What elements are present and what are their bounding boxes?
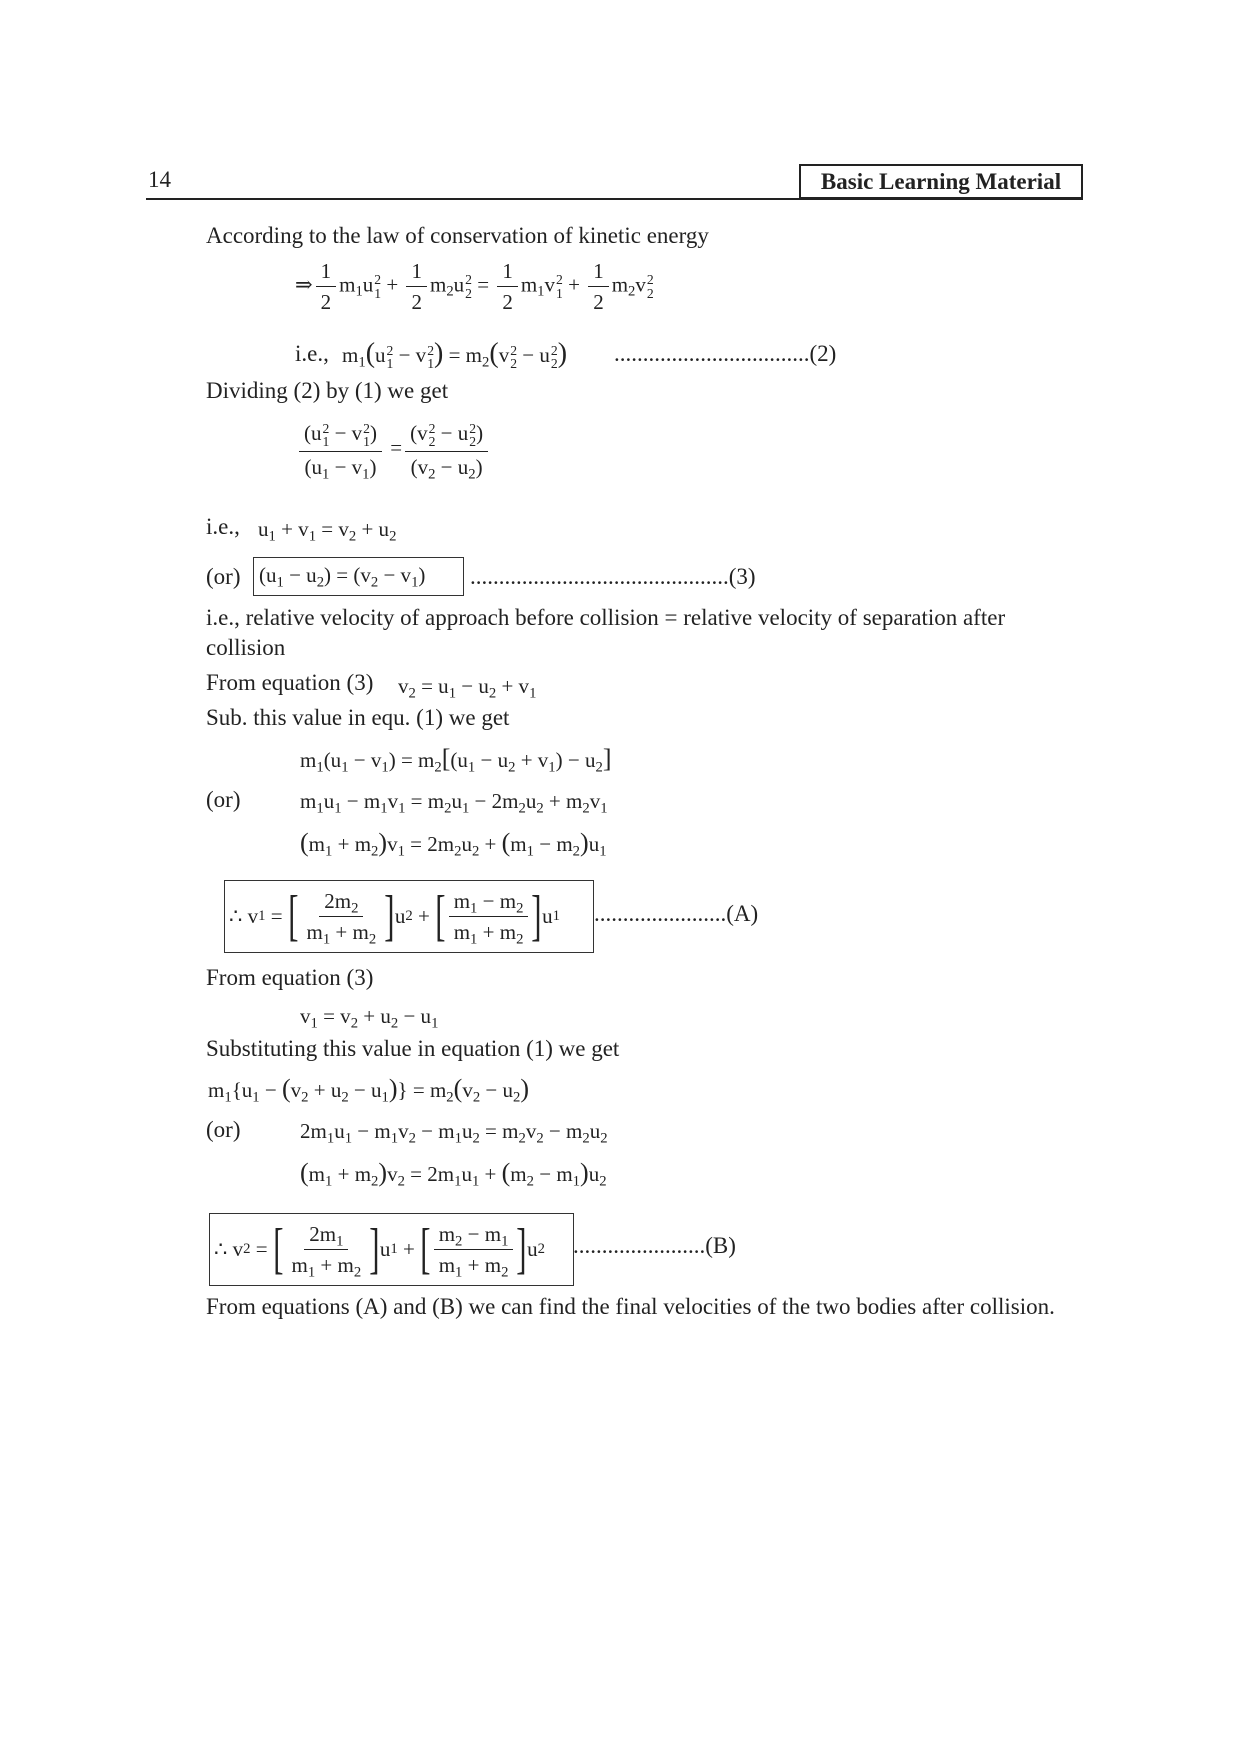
equation-2: $m_1(u$ 2 1 − v 2 1 ) = $m_2(v$ 2 2 − u 2 2 )	[342, 338, 568, 372]
derivation-v2-line3: $(m_1 + m_2)v_2 = 2m_1u_1 + (m_2 - m_1)u_2$	[300, 1158, 607, 1190]
header-rule	[146, 198, 1083, 200]
v2-expression: $v_2 = u_1 - u_2 + v_1$	[398, 674, 537, 702]
intro-text: According to the law of conservation of kinetic energy	[206, 223, 709, 248]
derivation-v2-line2: $2m_1u_1 - m_1v_2 - m_1u_2 = m_2v_2 - m_2u_2$	[300, 1119, 608, 1147]
or-label-1: (or)	[206, 564, 241, 589]
derivation-v1-line2: $m_1u_1 - m_1v_1 = m_2u_1 - 2m_2u_2 + m_2v_1$	[300, 789, 608, 817]
v1-expression: $v_1 = v_2 + u_2 - u_1$	[300, 1004, 439, 1032]
sub-value-text: Sub. this value in equ. (1) we get	[206, 705, 510, 730]
header-title: Basic Learning Material	[820, 169, 1062, 194]
from-eq3-b: From equation (3)	[206, 965, 374, 990]
eq2-number: ..................................(2)	[614, 341, 837, 366]
derivation-v1-line3: $(m_1 + m_2)v_1 = 2m_2u_2 + (m_1 - m_2)u_1$	[300, 828, 607, 860]
equation-3: $(u_1 - u_2) = (v_2 - v_1)$	[259, 563, 426, 591]
relative-velocity-text: i.e., relative velocity of approach before collision = relative velocity of separation after	[206, 605, 1006, 630]
ke-equation: ⇒ $\frac{1}{2}$ $m_1u$ 2 1 + $\frac{1}{2}$ $m_2u$ 2 2 = $\frac{1}{2}$ $m_1v$ 2 1 + $\frac{1}{2}$ $m_2v$ 2 2	[295, 259, 654, 314]
or-label-2: (or)	[206, 787, 241, 812]
conclusion-text: From equations (A) and (B) we can find the final velocities of the two bodies after collision.	[206, 1294, 1055, 1319]
ie-label-2: i.e.,	[206, 514, 240, 539]
equation-A: ∴ v 1 = [ $\frac{2m_2}{m_1 + m_2}$ ] u 2 + [ $\frac{m_1 - m_2}{m_1 + m_2}$ ] u 1	[229, 885, 560, 947]
derivation-v2-line1: $m_1\{u_1 - (v_2 + u_2 - u_1)\} = m_2(v_2 - u_2)$	[208, 1074, 530, 1106]
substituting-text: Substituting this value in equation (1) we get	[206, 1036, 620, 1061]
or-label-3: (or)	[206, 1117, 241, 1142]
equation-B: ∴ v 2 = [ $\frac{2m_1}{m_1 + m_2}$ ] u 1 + [ $\frac{m_2 - m_1}{m_1 + m_2}$ ] u 2	[214, 1218, 545, 1280]
eq3-number: .............................................(3)	[470, 564, 756, 589]
page-number: 14	[148, 167, 171, 192]
division-equation: (u 2 1 − v 2 1 ) $(u_1 - v_1)$ = (v 2 2 − u 2 2 ) $(v_2 - u_2)$	[296, 420, 491, 480]
sum-equation: $u_1 + v_1 = v_2 + u_2$	[258, 517, 397, 545]
derivation-v1-line1: $m_1(u_1 - v_1) = m_2[(u_1 - u_2 + v_1) - u_2]$	[300, 744, 612, 776]
eqA-number: .......................(A)	[594, 901, 759, 926]
eqB-number: .......................(B)	[573, 1233, 736, 1258]
dividing-text: Dividing (2) by (1) we get	[206, 378, 449, 403]
from-eq3-a: From equation (3)	[206, 670, 374, 695]
ie-label-1: i.e.,	[295, 341, 329, 366]
collision-text: collision	[206, 635, 286, 660]
header-title-box	[799, 164, 1083, 199]
